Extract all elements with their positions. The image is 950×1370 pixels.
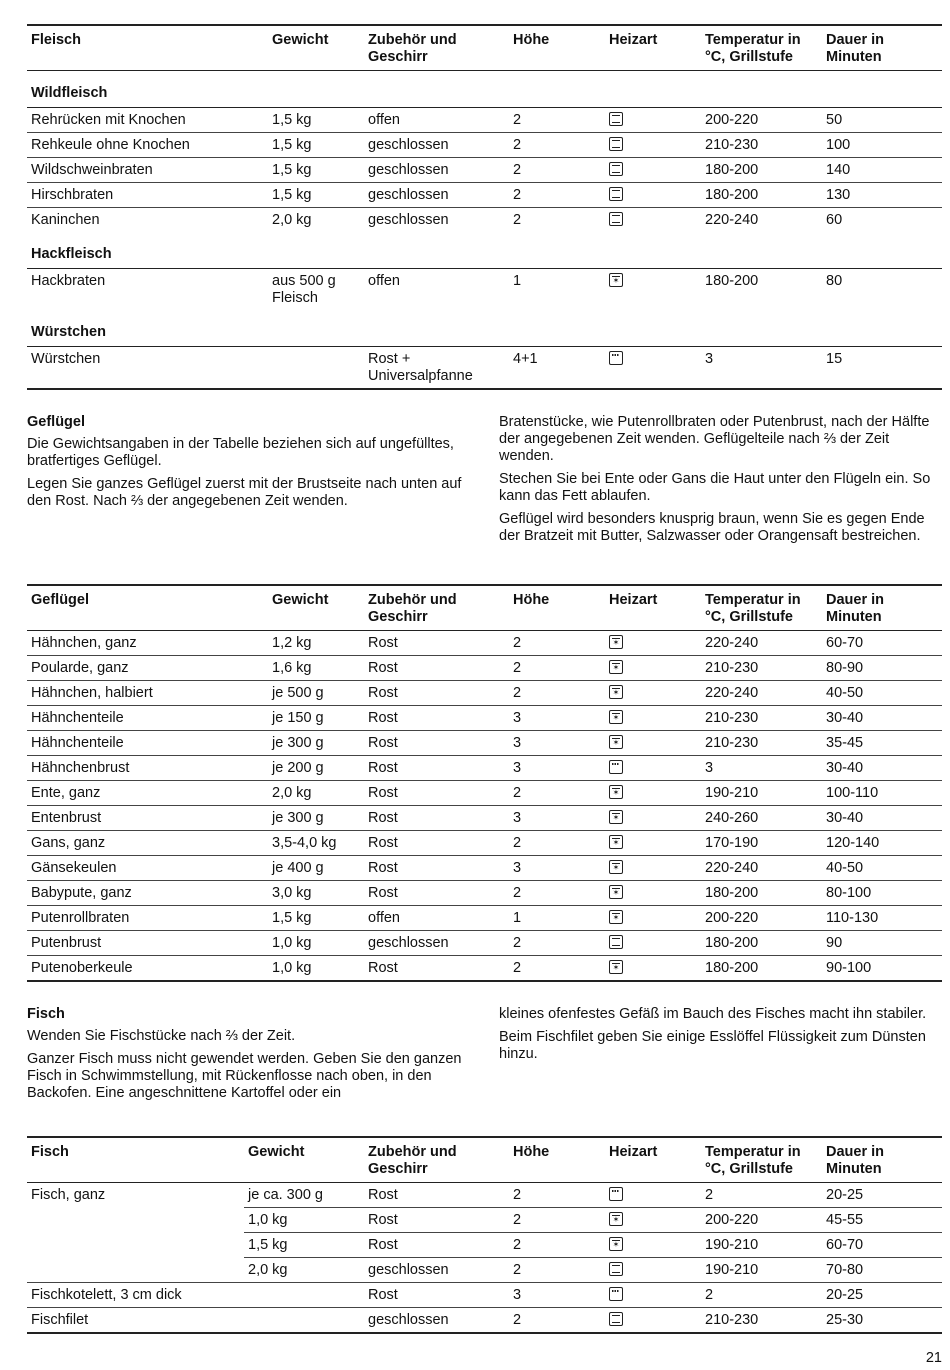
accessory-cell: geschlossen xyxy=(364,931,509,956)
temperature-cell: 210-230 xyxy=(701,1308,822,1334)
weight-cell: je 300 g xyxy=(268,731,364,756)
dish-name-cell: Fischfilet xyxy=(27,1308,244,1334)
weight-cell: 1,5 kg xyxy=(268,133,364,158)
weight-cell: je 400 g xyxy=(268,856,364,881)
temperature-cell: 210-230 xyxy=(701,731,822,756)
heating-mode-cell xyxy=(605,1258,701,1283)
convection-grill-icon xyxy=(609,910,623,924)
header-dauer: Dauer in Minuten xyxy=(826,1144,885,1177)
shelf-level-cell: 2 xyxy=(509,1258,605,1283)
table-row xyxy=(27,806,942,831)
table-row xyxy=(27,706,942,731)
poultry-heading: Geflügel xyxy=(27,414,86,430)
weight-cell: 3,0 kg xyxy=(268,881,364,906)
shelf-level-cell: 2 xyxy=(509,108,605,133)
accessory-cell: Rost xyxy=(364,1233,509,1258)
header-gewicht: Gewicht xyxy=(272,32,329,48)
accessory-cell: Rost xyxy=(364,1283,509,1308)
dish-name-cell: Putenoberkeule xyxy=(27,956,268,982)
convection-grill-icon xyxy=(609,635,623,649)
dish-name-cell: Fisch, ganz xyxy=(31,1187,106,1203)
heating-mode-cell xyxy=(605,956,701,982)
top-bottom-heat-icon xyxy=(609,137,623,151)
temperature-cell: 180-200 xyxy=(701,269,822,311)
fish-paragraph: Ganzer Fisch muss nicht gewendet werden. Geben Sie den ganzen Fisch in Schwimmstellung, mit Rückenflosse nach oben, in den Backofen. Eine angeschnittene Kartoffel oder ein xyxy=(27,1051,462,1101)
table-row xyxy=(27,269,942,311)
table-row xyxy=(27,1258,942,1283)
duration-cell: 35-45 xyxy=(822,731,942,756)
heating-mode-cell xyxy=(605,269,701,311)
grill-icon xyxy=(609,351,623,365)
convection-grill-icon xyxy=(609,735,623,749)
shelf-level-cell: 2 xyxy=(509,133,605,158)
duration-cell: 100-110 xyxy=(822,781,942,806)
duration-cell: 120-140 xyxy=(822,831,942,856)
heating-mode-cell xyxy=(605,781,701,806)
duration-cell: 60-70 xyxy=(826,635,864,651)
dish-name-cell: Ente, ganz xyxy=(27,781,268,806)
shelf-level-cell: 2 xyxy=(509,1308,605,1334)
shelf-level-cell: 2 xyxy=(509,931,605,956)
temperature-cell: 3 xyxy=(701,347,822,390)
temperature-cell: 220-240 xyxy=(701,681,822,706)
poultry-text xyxy=(27,414,942,584)
shelf-level-cell: 1 xyxy=(509,269,605,311)
poultry-paragraph: Stechen Sie bei Ente oder Gans die Haut unter den Flügeln ein. So kann das Fett ablaufen. xyxy=(499,471,931,504)
fish-paragraph: Wenden Sie Fischstücke nach ⅔ der Zeit. xyxy=(27,1028,296,1044)
dish-name-cell: Poularde, ganz xyxy=(27,656,268,681)
header-hoehe: Höhe xyxy=(513,32,550,48)
table-row xyxy=(27,108,942,133)
dish-name-cell: Hackbraten xyxy=(27,269,268,311)
weight-cell: 1,0 kg xyxy=(268,956,364,982)
accessory-cell: geschlossen xyxy=(364,208,509,233)
duration-cell: 15 xyxy=(822,347,942,390)
duration-cell: 70-80 xyxy=(822,1258,942,1283)
header-dauer: Dauer in Minuten xyxy=(826,32,885,65)
weight-cell: 1,5 kg xyxy=(244,1233,364,1258)
heating-mode-cell xyxy=(605,183,701,208)
weight-cell: 1,0 kg xyxy=(244,1208,364,1233)
convection-grill-icon xyxy=(609,835,623,849)
dish-name-cell: Rehkeule ohne Knochen xyxy=(27,133,268,158)
duration-cell: 30-40 xyxy=(822,806,942,831)
duration-cell: 80-90 xyxy=(822,656,942,681)
duration-cell: 40-50 xyxy=(822,856,942,881)
shelf-level-cell: 2 xyxy=(509,956,605,982)
table-row xyxy=(27,1308,942,1334)
temperature-cell: 240-260 xyxy=(701,806,822,831)
table-row xyxy=(27,631,942,656)
convection-grill-icon xyxy=(609,660,623,674)
header-heizart: Heizart xyxy=(609,1144,658,1160)
fish-text xyxy=(27,1006,942,1136)
fish-paragraph: Beim Fischfilet geben Sie einige Esslöffel Flüssigkeit zum Dünsten hinzu. xyxy=(499,1029,926,1062)
duration-cell: 20-25 xyxy=(826,1187,864,1203)
duration-cell: 30-40 xyxy=(822,756,942,781)
header-zubehoer: Zubehör und Geschirr xyxy=(368,32,457,65)
shelf-level-cell: 2 xyxy=(509,1208,605,1233)
accessory-cell: geschlossen xyxy=(364,1258,509,1283)
poultry-paragraph: Bratenstücke, wie Putenrollbraten oder Putenbrust, nach der Hälfte der angegebenen Zeit wenden. Geflügelteile nach ⅔ der Zeit wenden. xyxy=(499,414,930,464)
dish-name-cell: Putenbrust xyxy=(27,931,268,956)
dish-name-cell xyxy=(27,1233,244,1258)
table-row xyxy=(27,347,942,390)
temperature-cell: 180-200 xyxy=(701,158,822,183)
table-row xyxy=(27,656,942,681)
heating-mode-cell xyxy=(605,108,701,133)
accessory-cell: geschlossen xyxy=(364,1308,509,1334)
weight-cell: 2,0 kg xyxy=(268,208,364,233)
dish-name-cell: Rehrücken mit Knochen xyxy=(27,108,268,133)
shelf-level-cell: 2 xyxy=(509,881,605,906)
duration-cell: 90 xyxy=(822,931,942,956)
heating-mode-cell xyxy=(605,133,701,158)
temperature-cell: 220-240 xyxy=(701,208,822,233)
accessory-cell: Rost xyxy=(364,756,509,781)
heating-mode-cell xyxy=(605,347,701,390)
header-fleisch: Fleisch xyxy=(31,32,81,48)
shelf-level-cell: 3 xyxy=(509,806,605,831)
weight-cell: 2,0 kg xyxy=(244,1258,364,1283)
shelf-level-cell: 2 xyxy=(509,1233,605,1258)
heating-mode-cell xyxy=(605,731,701,756)
duration-cell: 50 xyxy=(822,108,942,133)
header-temperatur: Temperatur in °C, Grillstufe xyxy=(705,32,801,65)
top-bottom-heat-icon xyxy=(609,935,623,949)
poultry-table-body xyxy=(27,631,942,982)
weight-cell: 1,6 kg xyxy=(268,656,364,681)
shelf-level-cell: 2 xyxy=(509,656,605,681)
shelf-level-cell: 2 xyxy=(513,635,522,651)
shelf-level-cell: 3 xyxy=(509,706,605,731)
accessory-cell: Rost xyxy=(368,1187,398,1203)
accessory-cell: Rost xyxy=(364,706,509,731)
dish-name-cell: Putenrollbraten xyxy=(27,906,268,931)
table-row xyxy=(27,681,942,706)
accessory-cell: Rost xyxy=(364,806,509,831)
table-row xyxy=(27,1233,942,1258)
header-gewicht: Gewicht xyxy=(272,592,329,608)
heating-mode-cell xyxy=(605,1283,701,1308)
weight-cell: aus 500 g Fleisch xyxy=(268,269,364,311)
accessory-cell: Rost xyxy=(364,831,509,856)
page-number: 21 xyxy=(925,1350,942,1366)
heating-mode-cell xyxy=(605,631,701,656)
duration-cell: 140 xyxy=(822,158,942,183)
temperature-cell: 180-200 xyxy=(701,183,822,208)
shelf-level-cell: 4+1 xyxy=(509,347,605,390)
weight-cell: 1,0 kg xyxy=(268,931,364,956)
weight-cell: 1,2 kg xyxy=(272,635,312,651)
shelf-level-cell: 2 xyxy=(513,1187,522,1203)
duration-cell: 80 xyxy=(822,269,942,311)
top-bottom-heat-icon xyxy=(609,187,623,201)
weight-cell: je ca. 300 g xyxy=(248,1187,323,1203)
dish-name-cell: Würstchen xyxy=(27,347,268,390)
dish-name-cell: Babypute, ganz xyxy=(27,881,268,906)
table-row xyxy=(27,1183,942,1208)
temperature-cell: 190-210 xyxy=(701,1233,822,1258)
temperature-cell: 220-240 xyxy=(705,635,759,651)
top-bottom-heat-icon xyxy=(609,1312,623,1326)
heating-mode-cell xyxy=(605,1208,701,1233)
poultry-table xyxy=(27,584,942,982)
dish-name-cell: Gänsekeulen xyxy=(27,856,268,881)
grill-icon xyxy=(609,1187,623,1201)
poultry-paragraph: Die Gewichtsangaben in der Tabelle beziehen sich auf ungefülltes, bratfertiges Geflügel. xyxy=(27,436,454,469)
accessory-cell: geschlossen xyxy=(364,158,509,183)
temperature-cell: 200-220 xyxy=(701,906,822,931)
convection-grill-icon xyxy=(609,273,623,287)
duration-cell: 25-30 xyxy=(822,1308,942,1334)
temperature-cell: 200-220 xyxy=(701,108,822,133)
accessory-cell: offen xyxy=(364,108,509,133)
duration-cell: 60 xyxy=(822,208,942,233)
temperature-cell: 180-200 xyxy=(701,956,822,982)
heating-mode-cell xyxy=(605,831,701,856)
duration-cell: 100 xyxy=(822,133,942,158)
weight-cell: 2,0 kg xyxy=(268,781,364,806)
accessory-cell: Rost xyxy=(364,656,509,681)
weight-cell xyxy=(244,1283,364,1308)
accessory-cell: offen xyxy=(364,906,509,931)
top-bottom-heat-icon xyxy=(609,1262,623,1276)
duration-cell: 20-25 xyxy=(822,1283,942,1308)
table-row xyxy=(27,906,942,931)
heating-mode-cell xyxy=(605,756,701,781)
heating-mode-cell xyxy=(605,1183,701,1208)
section-title: Hackfleisch xyxy=(31,246,112,262)
temperature-cell: 210-230 xyxy=(701,706,822,731)
weight-cell: 1,5 kg xyxy=(268,906,364,931)
dish-name-cell: Hähnchen, ganz xyxy=(31,635,137,651)
dish-name-cell: Hähnchenteile xyxy=(27,706,268,731)
fish-text-right xyxy=(499,1006,944,1069)
shelf-level-cell: 2 xyxy=(509,183,605,208)
heating-mode-cell xyxy=(605,656,701,681)
header-temperatur: Temperatur in °C, Grillstufe xyxy=(705,592,801,625)
fish-text-left xyxy=(27,1006,472,1108)
header-heizart: Heizart xyxy=(609,592,658,608)
temperature-cell: 170-190 xyxy=(701,831,822,856)
meat-table-body xyxy=(27,71,942,390)
shelf-level-cell: 3 xyxy=(509,756,605,781)
table-row xyxy=(27,731,942,756)
poultry-paragraph: Geflügel wird besonders knusprig braun, wenn Sie es gegen Ende der Bratzeit mit Butter, Salzwasser oder Orangensaft bestreichen. xyxy=(499,511,925,544)
heating-mode-cell xyxy=(605,806,701,831)
dish-name-cell: Hirschbraten xyxy=(27,183,268,208)
duration-cell: 80-100 xyxy=(822,881,942,906)
accessory-cell: Rost xyxy=(364,731,509,756)
duration-cell: 110-130 xyxy=(822,906,942,931)
accessory-cell: geschlossen xyxy=(364,133,509,158)
shelf-level-cell: 2 xyxy=(509,781,605,806)
table-row xyxy=(27,183,942,208)
dish-name-cell xyxy=(27,1208,244,1233)
shelf-level-cell: 3 xyxy=(509,856,605,881)
temperature-cell: 2 xyxy=(705,1187,714,1203)
meat-table-header xyxy=(27,25,942,71)
header-hoehe: Höhe xyxy=(513,1144,550,1160)
section-title: Würstchen xyxy=(31,324,106,340)
shelf-level-cell: 2 xyxy=(509,681,605,706)
duration-cell: 30-40 xyxy=(822,706,942,731)
top-bottom-heat-icon xyxy=(609,112,623,126)
poultry-text-left xyxy=(27,414,472,516)
shelf-level-cell: 2 xyxy=(509,831,605,856)
convection-grill-icon xyxy=(609,960,623,974)
temperature-cell: 220-240 xyxy=(701,856,822,881)
heating-mode-cell xyxy=(605,906,701,931)
poultry-table-header xyxy=(27,585,942,631)
table-row xyxy=(27,781,942,806)
heating-mode-cell xyxy=(605,1233,701,1258)
weight-cell: 3,5-4,0 kg xyxy=(268,831,364,856)
shelf-level-cell: 3 xyxy=(509,1283,605,1308)
header-fisch: Fisch xyxy=(31,1144,69,1160)
heating-mode-cell xyxy=(605,208,701,233)
page xyxy=(27,24,942,1334)
table-row xyxy=(27,856,942,881)
dish-name-cell: Gans, ganz xyxy=(27,831,268,856)
convection-grill-icon xyxy=(609,710,623,724)
temperature-cell: 2 xyxy=(701,1283,822,1308)
dish-name-cell xyxy=(27,1258,244,1283)
shelf-level-cell: 1 xyxy=(509,906,605,931)
table-row xyxy=(27,1283,942,1308)
table-row xyxy=(27,831,942,856)
temperature-cell: 210-230 xyxy=(701,656,822,681)
convection-grill-icon xyxy=(609,885,623,899)
shelf-level-cell: 3 xyxy=(509,731,605,756)
weight-cell xyxy=(268,347,364,390)
dish-name-cell: Kaninchen xyxy=(27,208,268,233)
table-row xyxy=(27,1208,942,1233)
weight-cell: je 150 g xyxy=(268,706,364,731)
weight-cell: je 200 g xyxy=(268,756,364,781)
grill-icon xyxy=(609,1287,623,1301)
header-dauer: Dauer in Minuten xyxy=(826,592,885,625)
weight-cell: je 300 g xyxy=(268,806,364,831)
table-row xyxy=(27,931,942,956)
accessory-cell: Rost + Universalpfanne xyxy=(364,347,509,390)
top-bottom-heat-icon xyxy=(609,212,623,226)
accessory-cell: Rost xyxy=(364,681,509,706)
temperature-cell: 180-200 xyxy=(701,931,822,956)
grill-icon xyxy=(609,760,623,774)
heating-mode-cell xyxy=(605,931,701,956)
section-row xyxy=(27,232,942,269)
duration-cell: 130 xyxy=(822,183,942,208)
header-hoehe: Höhe xyxy=(513,592,550,608)
poultry-text-right xyxy=(499,414,944,551)
heating-mode-cell xyxy=(605,1308,701,1334)
weight-cell xyxy=(244,1308,364,1334)
convection-grill-icon xyxy=(609,685,623,699)
fish-table-header xyxy=(27,1137,942,1183)
heating-mode-cell xyxy=(605,881,701,906)
temperature-cell: 180-200 xyxy=(701,881,822,906)
heating-mode-cell xyxy=(605,158,701,183)
weight-cell: 1,5 kg xyxy=(268,183,364,208)
weight-cell: 1,5 kg xyxy=(268,108,364,133)
section-row xyxy=(27,310,942,347)
weight-cell: 1,5 kg xyxy=(268,158,364,183)
dish-name-cell: Entenbrust xyxy=(27,806,268,831)
dish-name-cell: Hähnchenteile xyxy=(27,731,268,756)
table-row xyxy=(27,133,942,158)
shelf-level-cell: 2 xyxy=(509,208,605,233)
duration-cell: 60-70 xyxy=(822,1233,942,1258)
dish-name-cell: Hähnchen, halbiert xyxy=(27,681,268,706)
duration-cell: 40-50 xyxy=(822,681,942,706)
table-row xyxy=(27,756,942,781)
accessory-cell: Rost xyxy=(364,881,509,906)
fish-paragraph: kleines ofenfestes Gefäß im Bauch des Fisches macht ihn stabiler. xyxy=(499,1006,927,1022)
header-temperatur: Temperatur in °C, Grillstufe xyxy=(705,1144,801,1177)
accessory-cell: Rost xyxy=(364,856,509,881)
heating-mode-cell xyxy=(605,706,701,731)
convection-grill-icon xyxy=(609,1237,623,1251)
header-zubehoer: Zubehör und Geschirr xyxy=(368,592,457,625)
weight-cell: je 500 g xyxy=(268,681,364,706)
temperature-cell: 210-230 xyxy=(701,133,822,158)
section-row xyxy=(27,71,942,108)
table-row xyxy=(27,208,942,233)
duration-cell: 45-55 xyxy=(822,1208,942,1233)
temperature-cell: 190-210 xyxy=(701,1258,822,1283)
convection-grill-icon xyxy=(609,1212,623,1226)
table-row xyxy=(27,158,942,183)
accessory-cell: Rost xyxy=(368,635,398,651)
fish-table-body xyxy=(27,1183,942,1334)
header-heizart: Heizart xyxy=(609,32,658,48)
shelf-level-cell: 2 xyxy=(509,158,605,183)
duration-cell: 90-100 xyxy=(822,956,942,982)
temperature-cell: 190-210 xyxy=(701,781,822,806)
temperature-cell: 3 xyxy=(701,756,822,781)
accessory-cell: Rost xyxy=(364,956,509,982)
convection-grill-icon xyxy=(609,785,623,799)
header-gefluegel: Geflügel xyxy=(31,592,90,608)
dish-name-cell: Wildschweinbraten xyxy=(27,158,268,183)
meat-table xyxy=(27,24,942,390)
fish-table xyxy=(27,1136,942,1334)
accessory-cell: geschlossen xyxy=(364,183,509,208)
fish-heading: Fisch xyxy=(27,1006,65,1022)
table-row xyxy=(27,956,942,982)
section-title: Wildfleisch xyxy=(31,85,108,101)
temperature-cell: 200-220 xyxy=(701,1208,822,1233)
accessory-cell: Rost xyxy=(364,781,509,806)
convection-grill-icon xyxy=(609,810,623,824)
heating-mode-cell xyxy=(605,681,701,706)
header-zubehoer: Zubehör und Geschirr xyxy=(368,1144,457,1177)
table-row xyxy=(27,881,942,906)
dish-name-cell: Fischkotelett, 3 cm dick xyxy=(27,1283,244,1308)
header-gewicht: Gewicht xyxy=(248,1144,305,1160)
heating-mode-cell xyxy=(605,856,701,881)
poultry-paragraph: Legen Sie ganzes Geflügel zuerst mit der Brustseite nach unten auf den Rost. Nach ⅔ der angegebenen Zeit wenden. xyxy=(27,476,462,509)
top-bottom-heat-icon xyxy=(609,162,623,176)
accessory-cell: offen xyxy=(364,269,509,311)
dish-name-cell: Hähnchenbrust xyxy=(27,756,268,781)
accessory-cell: Rost xyxy=(364,1208,509,1233)
convection-grill-icon xyxy=(609,860,623,874)
